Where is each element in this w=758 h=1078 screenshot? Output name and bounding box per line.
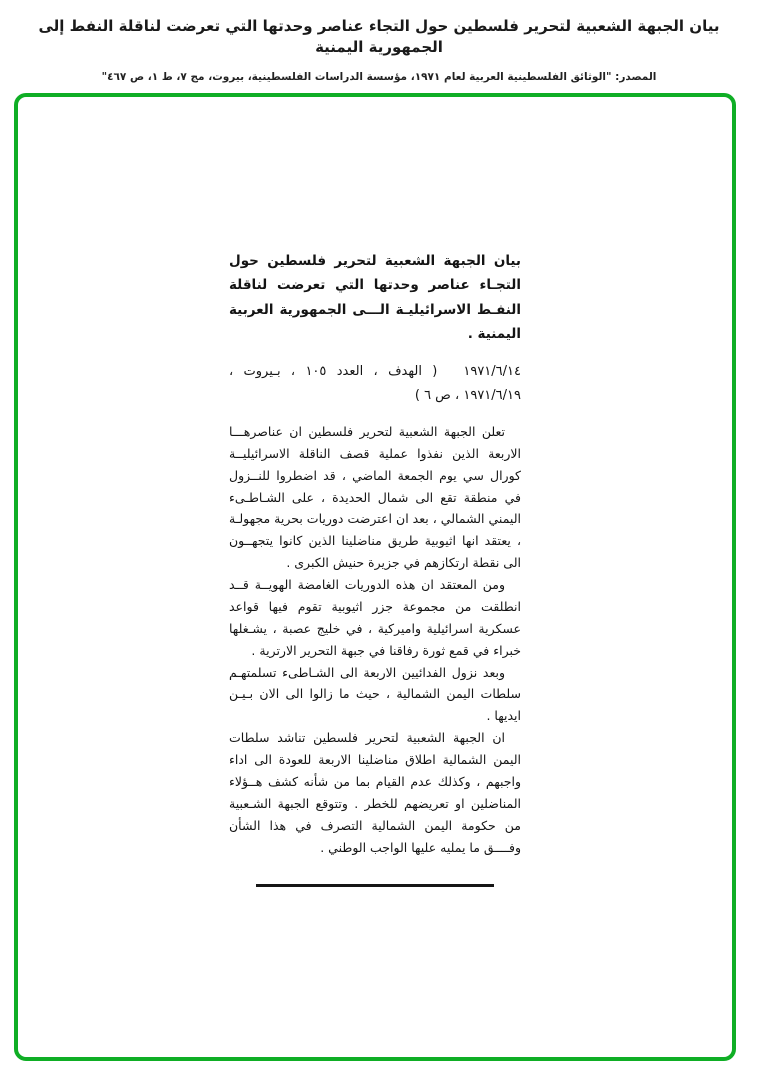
page-header [0,0,758,83]
document-title: بيان الجبهة الشعبية لتحرير فلسطين حول التجـاء عناصر وحدتها التي تعرضت لناقلة النفـط الاسرائيليـة الـــى الجمهورية العربية اليمنية . [229,253,521,342]
end-rule [256,884,494,887]
document-paragraph: ان الجبهة الشعبية لتحرير فلسطين تناشد سلطات اليمن الشمالية اطلاق مناضلينا الاربعة للعودة الى اداء واجبهم ، وكذلك عدم القيام بما من شأنه كشف هــؤلاء المناضلين او تعريضهم للخطر . وتتوقع الجبهة الشـعبية من حكومة اليمن الشمالية التصرف في هذا الشأن وفــــق ما يمليه عليها الواجب الوطني . [229,730,521,855]
document-body [229,421,521,859]
document-frame [14,93,736,1061]
document [224,249,521,887]
document-paragraph: تعلن الجبهة الشعبية لتحرير فلسطين ان عناصرهـــا الاربعة الذين نفذوا عملية قصف الناقلة الاسرائيليــة كورال سي يوم الجمعة الماضي ، قد اضطروا للنــزول في منطقة تقع الى شمال الحديدة ، على الشـاطـىء اليمني الشمالي ، بعد ان اعترضت دوريات بحرية مجهولـة ، يعتقد انها اثيوبية طريق مناضلينا الذين كانوا يتجهــون الى نقطة ارتكازهم في جزيرة حنيش الكبرى . [229,423,521,571]
document-paragraph: وبعد نزول الفدائيين الاربعة الى الشـاطىء تسلمتهـم سلطات اليمن الشمالية ، حيث ما زالوا الى الان بـيـن ايديها . [229,664,521,724]
document-paragraph: ومن المعتقد ان هذه الدوريات الغامضة الهويــة قــد انطلقت من مجموعة جزر اثيوبية تقوم فيها قواعد عسكرية اسرائيلية واميركية ، في خليج عصبة ، يشـغلها خبراء في قمع ثورة رفاقنا في جبهة التحرير الارترية . [229,577,521,658]
document-citation: ١٩٧١/٦/١٤ ( الهدف ، العدد ١٠٥ ، بـيروت ، ١٩٧١/٦/١٩ ، ص ٦ ) [224,364,521,403]
header-source: المصدر: "الوثائق الفلسطينية العربية لعام ١٩٧١، مؤسسة الدراسات الفلسطينية، بيروت، مج ٧، ط ١، ص ٤٦٧" [101,71,657,83]
header-title: بيان الجبهة الشعبية لتحرير فلسطين حول التجاء عناصر وحدتها التي تعرضت لناقلة النفط إلى الجمهورية اليمنية [38,17,720,56]
